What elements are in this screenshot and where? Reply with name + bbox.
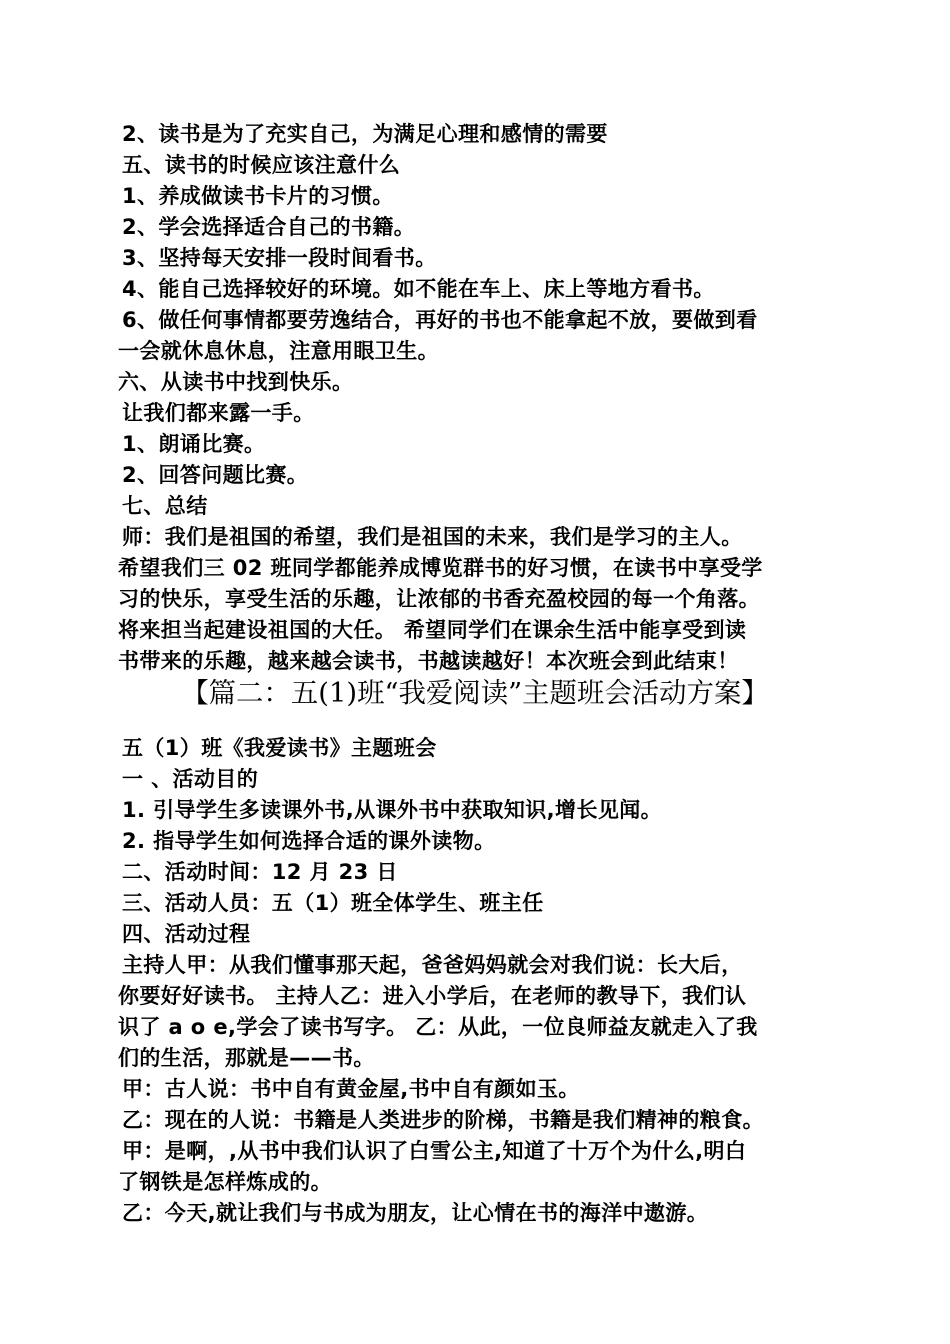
list-item: 1. 引导学生多读课外书,从课外书中获取知识,增长见闻。 [122, 798, 663, 822]
text-line: 2、读书是为了充实自己，为满足心理和感情的需要 [122, 122, 608, 146]
list-item: 2. 指导学生如何选择合适的课外读物。 [122, 829, 496, 853]
section-heading: 二、活动时间：12 月 23 日 [122, 860, 398, 884]
text-line: 乙：今天,就让我们与书成为朋友，让心情在书的海洋中遨游。 [122, 1201, 709, 1225]
article-heading: 【篇二：五(1)班“我爱阅读”主题班会活动方案】 [181, 678, 769, 709]
section-heading: 五、读书的时候应该注意什么 [122, 153, 401, 177]
section-heading: 六、从读书中找到快乐。 [118, 370, 354, 394]
list-item: 2、学会选择适合自己的书籍。 [122, 215, 416, 239]
text-line: 识了 a o e,学会了读书写字。 乙：从此，一位良师益友就走入了我 [118, 1015, 758, 1039]
list-item: 1、朗诵比赛。 [122, 432, 266, 456]
text-line: 了钢铁是怎样炼成的。 [118, 1170, 332, 1194]
text-line: 让我们都来露一手。 [122, 401, 315, 425]
text-line: 希望我们三 02 班同学都能养成博览群书的好习惯，在读书中享受学 [118, 556, 763, 580]
text-line: 甲：是啊，,从书中我们认识了白雪公主,知道了十万个为什么,明白 [122, 1139, 747, 1163]
section-heading: 四、活动过程 [122, 922, 251, 946]
list-item: 3、坚持每天安排一段时间看书。 [122, 246, 437, 270]
text-line: 主持人甲：从我们懂事那天起，爸爸妈妈就会对我们说：长大后， [122, 953, 743, 977]
text-line: 们的生活，那就是——书。 [118, 1046, 375, 1070]
list-item: 2、回答问题比赛。 [122, 463, 309, 487]
text-line: 你要好好读书。 主持人乙：进入小学后，在老师的教导下，我们认 [118, 984, 747, 1008]
section-heading: 三、活动人员：五（1）班全体学生、班主任 [122, 891, 544, 915]
section-heading: 一 、活动目的 [122, 767, 259, 791]
section-heading: 七、总结 [122, 494, 208, 518]
list-item: 1、养成做读书卡片的习惯。 [122, 184, 394, 208]
text-line: 书带来的乐趣，越来越会读书，书越读越好！本次班会到此结束！ [118, 649, 739, 673]
article-title: 五（1）班《我爱读书》主题班会 [122, 736, 437, 760]
text-line: 甲：古人说：书中自有黄金屋,书中自有颜如玉。 [122, 1077, 580, 1101]
text-line: 将来担当起建设祖国的大任。 希望同学们在课余生活中能享受到读 [118, 618, 747, 642]
text-line: 师：我们是祖国的希望，我们是祖国的未来，我们是学习的主人。 [122, 525, 743, 549]
text-line: 乙：现在的人说：书籍是人类进步的阶梯，书籍是我们精神的粮食。 [122, 1108, 764, 1132]
list-item: 4、能自己选择较好的环境。如不能在车上、床上等地方看书。 [122, 277, 715, 301]
text-line: 习的快乐，享受生活的乐趣，让浓郁的书香充盈校园的每一个角落。 [118, 587, 760, 611]
text-line: 一会就休息休息，注意用眼卫生。 [118, 339, 439, 363]
list-item: 6、做任何事情都要劳逸结合，再好的书也不能拿起不放，要做到看 [122, 308, 758, 332]
